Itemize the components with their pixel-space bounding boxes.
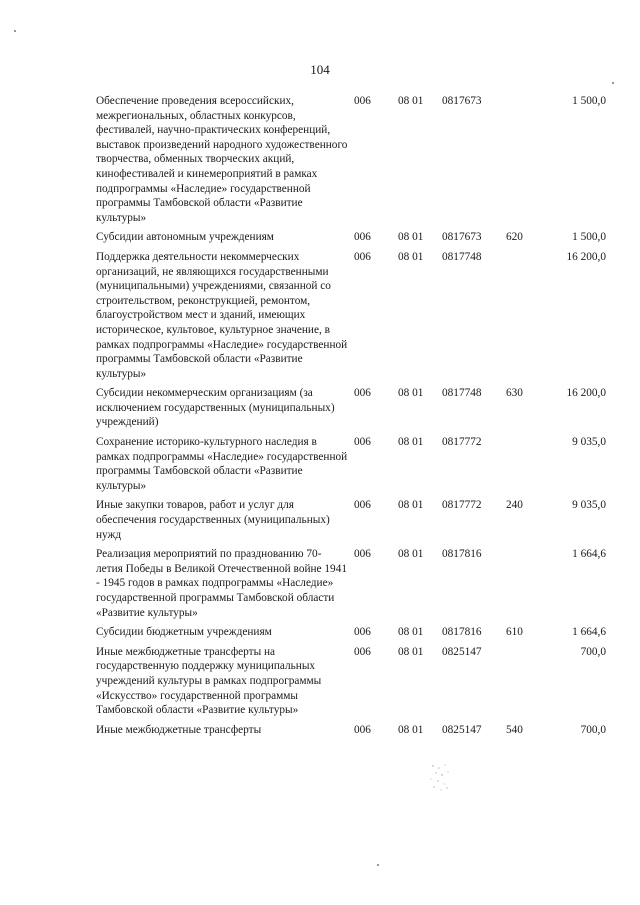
row-ministry-code: 006	[354, 548, 371, 561]
row-section-code: 08 01	[398, 723, 424, 736]
row-section-code: 08 01	[398, 250, 424, 263]
row-section-code: 08 01	[398, 95, 424, 107]
row-ministry-code: 006	[354, 250, 371, 263]
row-ministry-code: 006	[354, 499, 371, 512]
table-row	[96, 645, 606, 723]
row-section-code: 08 01	[398, 548, 424, 561]
row-ministry-code: 006	[354, 436, 371, 449]
table-row	[96, 230, 606, 250]
row-amount: 16 200,0	[566, 387, 606, 400]
table-row	[96, 625, 606, 645]
row-target-code: 0817772	[442, 499, 482, 512]
row-name: Обеспечение проведения всероссийских, межрегиональных, областных конкурсов, фестивалей, научно-практических конференций, выставок произведений народного художественного творчества, обменных творческих акций, кинофестивалей и кинемероприятий в рамках подпрограммы «Наследие» государственной программы Тамбовской области «Развитие культуры»	[96, 95, 348, 224]
row-expense-type	[506, 94, 542, 230]
row-name: Реализация мероприятий по празднованию 70-летия Победы в Великой Отечественной войне 1941 - 1945 годов в рамках подпрограммы «Наследие» государственной программы Тамбовской области «Развитие культуры»	[96, 548, 347, 619]
row-expense-type	[506, 547, 542, 625]
row-expense-type: 630	[506, 387, 523, 400]
row-target-code: 0817816	[442, 626, 482, 639]
row-name: Субсидии бюджетным учреждениям	[96, 626, 272, 639]
row-expense-type: 610	[506, 626, 523, 639]
budget-rows	[96, 94, 606, 742]
row-section-code: 08 01	[398, 626, 424, 639]
table-row	[96, 547, 606, 625]
stamp-smudge	[425, 762, 455, 794]
row-ministry-code: 006	[354, 387, 371, 400]
table-row	[96, 94, 606, 230]
row-section-code: 08 01	[398, 645, 424, 658]
row-amount: 9 035,0	[572, 436, 606, 449]
row-expense-type	[506, 645, 542, 723]
row-expense-type	[506, 435, 542, 498]
row-target-code: 0817772	[442, 436, 482, 449]
row-target-code: 0825147	[442, 645, 482, 658]
row-name: Субсидии автономным учреждениям	[96, 231, 274, 244]
row-name: Иные межбюджетные трансферты	[96, 723, 262, 736]
row-target-code: 0825147	[442, 723, 482, 736]
row-expense-type	[506, 250, 542, 386]
row-amount: 1 664,6	[572, 626, 606, 639]
row-expense-type: 620	[506, 231, 523, 244]
row-section-code: 08 01	[398, 387, 424, 400]
scan-speck	[14, 30, 16, 32]
row-expense-type: 240	[506, 499, 523, 512]
page-number: 104	[310, 62, 330, 77]
row-amount: 700,0	[580, 645, 606, 658]
row-ministry-code: 006	[354, 626, 371, 639]
row-ministry-code: 006	[354, 95, 371, 107]
row-target-code: 0817748	[442, 387, 482, 400]
row-amount: 9 035,0	[572, 499, 606, 512]
row-target-code: 0817673	[442, 231, 482, 244]
row-name: Иные межбюджетные трансферты на государственную поддержку муниципальных учреждений культуры в рамках подпрограммы «Искусство» государственной программы Тамбовской области «Развитие культуры»	[96, 645, 322, 717]
row-section-code: 08 01	[398, 231, 424, 244]
row-name: Поддержка деятельности некоммерческих организаций, не являющихся государственными (муниципальными) учреждениями, связанной со строительством, реконструкцией, ремонтом, благоустройством мест и зданий, имеющих историческое, культовое, культурное значение, в рамках подпрограммы «Наследие» государственной программы Тамбовской области «Развитие культуры»	[96, 250, 348, 380]
row-ministry-code: 006	[354, 723, 371, 736]
row-section-code: 08 01	[398, 436, 424, 449]
budget-table	[96, 94, 606, 742]
row-expense-type: 540	[506, 723, 523, 736]
row-amount: 16 200,0	[566, 250, 606, 263]
row-amount: 1 500,0	[572, 95, 606, 107]
row-target-code: 0817673	[442, 95, 482, 107]
row-ministry-code: 006	[354, 645, 371, 658]
row-name: Субсидии некоммерческим организациям (за исключением государственных (муниципальных) учреждений)	[96, 387, 335, 429]
row-name: Сохранение историко-культурного наследия в рамках подпрограммы «Наследие» государственной программы Тамбовской области «Развитие культуры»	[96, 436, 348, 492]
table-row	[96, 435, 606, 498]
scan-speck	[377, 864, 379, 866]
scan-speck	[612, 82, 614, 84]
row-amount: 700,0	[580, 723, 606, 736]
table-row	[96, 386, 606, 435]
table-row	[96, 250, 606, 386]
row-target-code: 0817748	[442, 250, 482, 263]
row-ministry-code: 006	[354, 231, 371, 244]
row-amount: 1 664,6	[572, 548, 606, 561]
table-row	[96, 723, 606, 743]
row-target-code: 0817816	[442, 548, 482, 561]
table-row	[96, 498, 606, 547]
row-name: Иные закупки товаров, работ и услуг для обеспечения государственных (муниципальных) нужд	[96, 499, 330, 541]
row-section-code: 08 01	[398, 499, 424, 512]
row-amount: 1 500,0	[572, 231, 606, 244]
